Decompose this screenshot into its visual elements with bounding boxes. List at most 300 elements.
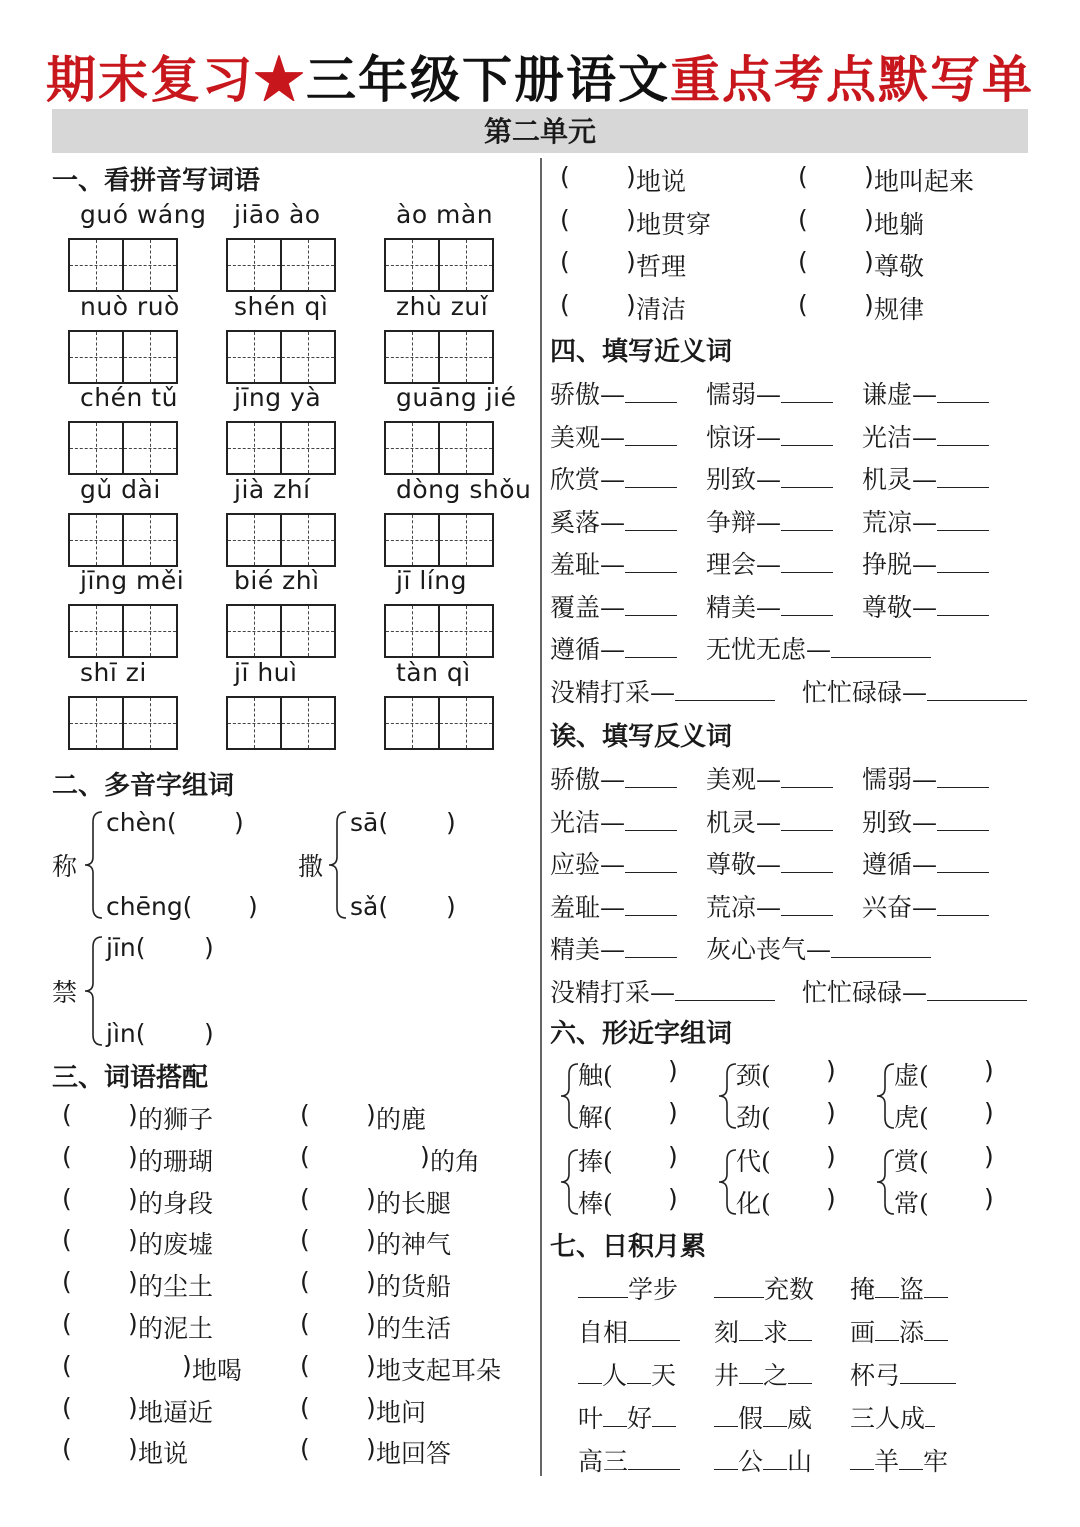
- pinyin-label: jīng yà: [234, 383, 322, 412]
- idiom-fragment: 假: [738, 1404, 764, 1433]
- answer-paren[interactable]: ): [626, 162, 636, 191]
- answer-paren[interactable]: ): [128, 1267, 138, 1297]
- answer-paren[interactable]: ): [366, 1392, 376, 1422]
- word-with-blank[interactable]: [550, 803, 677, 839]
- answer-blank[interactable]: [625, 911, 677, 916]
- answer-paren[interactable]: (: [300, 1225, 310, 1255]
- answer-paren[interactable]: (: [300, 1434, 310, 1464]
- word-with-blank[interactable]: [706, 545, 833, 581]
- answer-blank[interactable]: [628, 1465, 680, 1470]
- grid-cell[interactable]: [228, 606, 280, 656]
- answer-paren[interactable]: ): [626, 289, 636, 319]
- close-paren: ): [826, 1056, 836, 1085]
- answer-paren[interactable]: ): [128, 1225, 138, 1255]
- answer-blank[interactable]: [937, 868, 989, 873]
- answer-blank[interactable]: [937, 611, 989, 616]
- collocation-word: 地喝: [192, 1355, 243, 1385]
- answer-paren[interactable]: (: [560, 204, 570, 234]
- word-with-blank[interactable]: [550, 845, 677, 881]
- answer-blank[interactable]: [578, 1379, 602, 1384]
- grid-cell[interactable]: [438, 332, 492, 382]
- answer-blank[interactable]: [937, 783, 989, 788]
- writing-grid[interactable]: [384, 696, 494, 750]
- answer-blank[interactable]: [924, 1336, 948, 1341]
- word-with-blank[interactable]: [550, 760, 677, 796]
- answer-blank[interactable]: [603, 1422, 627, 1427]
- prompt-word: 争辩—: [706, 507, 782, 537]
- prompt-word: 忙忙碌碌—: [802, 977, 928, 1007]
- word-with-blank[interactable]: [862, 760, 989, 796]
- word-with-blank[interactable]: [862, 588, 989, 624]
- writing-grid[interactable]: [226, 696, 336, 750]
- collocation-word: 地支起耳朵: [376, 1355, 502, 1385]
- idiom-item[interactable]: [714, 1442, 812, 1478]
- idiom-item[interactable]: [850, 1399, 935, 1435]
- idiom-fragment: 盗: [899, 1275, 925, 1304]
- idiom-item[interactable]: [714, 1313, 812, 1349]
- word-with-blank[interactable]: [862, 375, 989, 411]
- word-with-blank[interactable]: [706, 460, 833, 496]
- prompt-word: 精美—: [706, 592, 782, 622]
- answer-blank[interactable]: [763, 1422, 787, 1427]
- grid-cell[interactable]: [438, 606, 492, 656]
- grid-cell[interactable]: [70, 606, 122, 656]
- answer-blank[interactable]: [781, 783, 833, 788]
- grid-cell[interactable]: [228, 515, 280, 565]
- idiom-fragment: 牢: [923, 1447, 949, 1476]
- similar-char: 解(: [578, 1103, 613, 1132]
- answer-paren[interactable]: ): [366, 1225, 376, 1255]
- word-with-blank[interactable]: [802, 673, 1027, 709]
- grid-cell[interactable]: [438, 423, 492, 473]
- pinyin-label: gǔ dài: [80, 474, 161, 504]
- answer-paren[interactable]: (: [300, 1309, 310, 1338]
- writing-grid[interactable]: [384, 421, 494, 475]
- answer-blank[interactable]: [625, 611, 677, 616]
- word-with-blank[interactable]: [706, 930, 931, 966]
- answer-paren[interactable]: ): [864, 162, 874, 191]
- answer-paren[interactable]: (: [62, 1183, 72, 1213]
- answer-blank[interactable]: [625, 653, 677, 658]
- writing-grid[interactable]: [68, 330, 178, 384]
- idiom-item[interactable]: [850, 1270, 948, 1306]
- prompt-word: 欣赏—: [550, 465, 626, 494]
- word-with-blank[interactable]: [862, 460, 989, 496]
- answer-paren[interactable]: ): [128, 1392, 138, 1422]
- prompt-word: 骄傲—: [550, 380, 626, 409]
- answer-paren[interactable]: ): [366, 1434, 376, 1464]
- grid-cell[interactable]: [280, 240, 334, 290]
- answer-paren[interactable]: ): [128, 1141, 138, 1171]
- word-with-blank[interactable]: [550, 460, 677, 496]
- answer-blank[interactable]: [578, 1293, 628, 1298]
- idiom-item[interactable]: [850, 1356, 956, 1392]
- pinyin-label: jià zhí: [234, 474, 311, 504]
- answer-blank[interactable]: [625, 568, 677, 573]
- idiom-item[interactable]: [714, 1270, 814, 1306]
- answer-blank[interactable]: [714, 1422, 738, 1427]
- answer-paren[interactable]: ): [128, 1434, 138, 1464]
- pinyin-label: tàn qì: [396, 657, 471, 687]
- polyphone-char: 称: [52, 852, 78, 881]
- answer-blank[interactable]: [625, 953, 677, 958]
- grid-cell[interactable]: [280, 332, 334, 382]
- writing-grid[interactable]: [384, 513, 494, 567]
- answer-paren[interactable]: ): [128, 1309, 138, 1338]
- answer-paren[interactable]: (: [560, 247, 570, 276]
- answer-blank[interactable]: [625, 783, 677, 788]
- word-with-blank[interactable]: [862, 888, 989, 924]
- answer-blank[interactable]: [714, 1293, 764, 1298]
- answer-paren[interactable]: ): [626, 204, 636, 234]
- answer-blank[interactable]: [625, 398, 677, 403]
- answer-blank[interactable]: [925, 1422, 935, 1427]
- word-with-blank[interactable]: [706, 630, 931, 666]
- grid-cell[interactable]: [122, 515, 176, 565]
- grid-cell[interactable]: [228, 698, 280, 748]
- collocation-word: 的货船: [376, 1272, 452, 1302]
- grid-cell[interactable]: [280, 423, 334, 473]
- grid-cell[interactable]: [70, 423, 122, 473]
- grid-cell[interactable]: [438, 698, 492, 748]
- unit-heading: 第二单元: [52, 109, 1028, 153]
- answer-paren[interactable]: (: [62, 1350, 72, 1380]
- word-with-blank[interactable]: [706, 845, 833, 881]
- word-with-blank[interactable]: [550, 888, 677, 924]
- grid-cell[interactable]: [228, 423, 280, 473]
- writing-grid[interactable]: [68, 238, 178, 292]
- prompt-word: 兴奋—: [862, 892, 938, 922]
- answer-blank[interactable]: [831, 653, 931, 658]
- column-divider: [540, 158, 542, 1476]
- similar-char: 虚(: [894, 1061, 929, 1090]
- answer-paren[interactable]: ): [366, 1183, 376, 1213]
- prompt-word: 精美—: [550, 935, 626, 964]
- similar-char: 虎(: [894, 1103, 929, 1132]
- word-with-blank[interactable]: [706, 760, 833, 796]
- answer-blank[interactable]: [788, 1336, 812, 1341]
- prompt-word: 懦弱—: [862, 765, 938, 794]
- grid-cell[interactable]: [70, 240, 122, 290]
- answer-paren[interactable]: (: [300, 1141, 310, 1171]
- answer-blank[interactable]: [675, 696, 775, 701]
- answer-paren[interactable]: (: [798, 204, 808, 234]
- answer-blank[interactable]: [924, 1293, 948, 1298]
- word-with-blank[interactable]: [550, 545, 677, 581]
- grid-cell[interactable]: [70, 698, 122, 748]
- collocation-word: 的神气: [376, 1230, 452, 1260]
- answer-blank[interactable]: [625, 441, 677, 446]
- close-paren: ): [204, 1019, 214, 1048]
- answer-paren[interactable]: (: [62, 1309, 72, 1338]
- writing-grid[interactable]: [226, 604, 336, 658]
- idiom-fragment: 三人成: [850, 1404, 926, 1433]
- idiom-fragment: 威: [787, 1404, 813, 1433]
- idiom-item[interactable]: [714, 1356, 812, 1392]
- answer-paren[interactable]: (: [62, 1100, 72, 1129]
- answer-blank[interactable]: [781, 911, 833, 916]
- idiom-item[interactable]: [578, 1442, 680, 1478]
- polyphone-char: 撒: [298, 852, 324, 881]
- collocation-word: 的长腿: [376, 1188, 452, 1218]
- answer-paren[interactable]: (: [798, 247, 808, 276]
- writing-grid[interactable]: [68, 421, 178, 475]
- brace-icon: [558, 1148, 580, 1216]
- prompt-word: 光洁—: [862, 422, 938, 452]
- word-with-blank[interactable]: [550, 930, 677, 966]
- grid-cell[interactable]: [122, 423, 176, 473]
- answer-paren[interactable]: (: [62, 1141, 72, 1171]
- answer-blank[interactable]: [850, 1465, 874, 1470]
- close-paren: ): [984, 1056, 994, 1085]
- answer-paren[interactable]: ): [626, 247, 636, 276]
- answer-paren[interactable]: (: [300, 1350, 310, 1380]
- collocation-word: 的生活: [376, 1314, 452, 1343]
- answer-blank[interactable]: [875, 1336, 899, 1341]
- answer-paren[interactable]: (: [560, 162, 570, 191]
- answer-blank[interactable]: [763, 1465, 787, 1470]
- answer-blank[interactable]: [625, 526, 677, 531]
- answer-paren[interactable]: ): [864, 204, 874, 234]
- grid-cell[interactable]: [228, 240, 280, 290]
- word-with-blank[interactable]: [706, 888, 833, 924]
- prompt-word: 骄傲—: [550, 765, 626, 794]
- answer-blank[interactable]: [937, 526, 989, 531]
- answer-blank[interactable]: [781, 441, 833, 446]
- grid-cell[interactable]: [386, 698, 438, 748]
- word-with-blank[interactable]: [862, 845, 989, 881]
- prompt-word: 挣脱—: [862, 550, 938, 579]
- answer-blank[interactable]: [628, 1336, 680, 1341]
- idiom-item[interactable]: [850, 1442, 948, 1478]
- word-with-blank[interactable]: [550, 375, 677, 411]
- answer-paren[interactable]: ): [366, 1100, 376, 1129]
- word-with-blank[interactable]: [706, 803, 833, 839]
- prompt-word: 惊讶—: [706, 422, 782, 452]
- grid-cell[interactable]: [280, 698, 334, 748]
- grid-cell[interactable]: [386, 332, 438, 382]
- similar-char: 劲(: [736, 1103, 771, 1132]
- idiom-item[interactable]: [578, 1399, 676, 1435]
- collocation-word: 的泥土: [138, 1314, 214, 1343]
- word-with-blank[interactable]: [550, 588, 677, 624]
- answer-blank[interactable]: [937, 911, 989, 916]
- collocation-word: 的珊瑚: [138, 1146, 214, 1176]
- grid-cell[interactable]: [122, 606, 176, 656]
- similar-char: 常(: [894, 1189, 929, 1218]
- prompt-word: 羞耻—: [550, 892, 626, 922]
- grid-cell[interactable]: [228, 332, 280, 382]
- answer-blank[interactable]: [714, 1465, 738, 1470]
- idiom-item[interactable]: [850, 1313, 948, 1349]
- prompt-word: 应验—: [550, 850, 626, 879]
- answer-blank[interactable]: [937, 441, 989, 446]
- grid-cell[interactable]: [122, 698, 176, 748]
- answer-paren[interactable]: ): [366, 1350, 376, 1380]
- answer-blank[interactable]: [927, 996, 1027, 1001]
- grid-cell[interactable]: [70, 332, 122, 382]
- pinyin-label: jīng měi: [80, 566, 185, 595]
- collocation-word: 的鹿: [376, 1105, 427, 1134]
- prompt-word: 机灵—: [862, 465, 938, 494]
- word-with-blank[interactable]: [550, 673, 775, 709]
- answer-paren[interactable]: (: [300, 1267, 310, 1297]
- answer-paren[interactable]: (: [62, 1392, 72, 1422]
- answer-paren[interactable]: ): [182, 1350, 192, 1380]
- prompt-word: 谦虚—: [862, 380, 938, 409]
- prompt-word: 尊敬—: [706, 850, 782, 879]
- word-with-blank[interactable]: [862, 503, 989, 539]
- writing-grid[interactable]: [68, 604, 178, 658]
- answer-paren[interactable]: ): [128, 1100, 138, 1129]
- answer-blank[interactable]: [899, 1465, 923, 1470]
- collocation-word: 的尘土: [138, 1272, 214, 1302]
- word-with-blank[interactable]: [706, 375, 833, 411]
- answer-blank[interactable]: [739, 1379, 763, 1384]
- answer-paren[interactable]: (: [300, 1183, 310, 1213]
- close-paren: ): [984, 1184, 994, 1213]
- writing-grid[interactable]: [384, 604, 494, 658]
- idiom-fragment: 杯弓: [850, 1361, 901, 1390]
- answer-paren[interactable]: ): [420, 1141, 430, 1171]
- brace-icon: [716, 1062, 738, 1130]
- grid-cell[interactable]: [280, 515, 334, 565]
- word-with-blank[interactable]: [550, 630, 677, 666]
- answer-paren[interactable]: (: [560, 289, 570, 319]
- grid-cell[interactable]: [438, 515, 492, 565]
- idiom-item[interactable]: [578, 1313, 680, 1349]
- answer-blank[interactable]: [831, 953, 931, 958]
- grid-cell[interactable]: [70, 515, 122, 565]
- collocation-word: 地问: [376, 1397, 427, 1427]
- grid-cell[interactable]: [122, 240, 176, 290]
- brace-icon: [716, 1148, 738, 1216]
- answer-blank[interactable]: [937, 483, 989, 488]
- answer-blank[interactable]: [875, 1293, 899, 1298]
- word-with-blank[interactable]: [706, 418, 833, 454]
- idiom-fragment: 人: [602, 1361, 628, 1390]
- answer-blank[interactable]: [781, 826, 833, 831]
- answer-blank[interactable]: [781, 398, 833, 403]
- prompt-word: 奚落—: [550, 507, 626, 537]
- answer-paren[interactable]: (: [62, 1434, 72, 1464]
- answer-paren[interactable]: ): [864, 247, 874, 276]
- answer-blank[interactable]: [781, 483, 833, 488]
- answer-paren[interactable]: ): [366, 1267, 376, 1297]
- answer-blank[interactable]: [781, 868, 833, 873]
- word-with-blank[interactable]: [802, 973, 1027, 1009]
- word-with-blank[interactable]: [550, 418, 677, 454]
- grid-cell[interactable]: [438, 240, 492, 290]
- answer-paren[interactable]: (: [300, 1392, 310, 1422]
- answer-blank[interactable]: [900, 1379, 956, 1384]
- answer-blank[interactable]: [937, 398, 989, 403]
- writing-grid[interactable]: [384, 330, 494, 384]
- answer-paren[interactable]: ): [864, 289, 874, 319]
- grid-cell[interactable]: [386, 423, 438, 473]
- word-with-blank[interactable]: [706, 503, 833, 539]
- answer-paren[interactable]: (: [300, 1100, 310, 1129]
- answer-blank[interactable]: [781, 568, 833, 573]
- answer-paren[interactable]: (: [798, 162, 808, 191]
- answer-paren[interactable]: (: [62, 1267, 72, 1297]
- pinyin-label: zhù zuǐ: [396, 291, 489, 321]
- idiom-item[interactable]: [578, 1270, 678, 1306]
- close-paren: ): [248, 892, 258, 921]
- writing-grid[interactable]: [68, 513, 178, 567]
- answer-blank[interactable]: [927, 696, 1027, 701]
- idiom-fragment: 刻: [714, 1318, 740, 1347]
- answer-paren[interactable]: ): [366, 1309, 376, 1338]
- answer-blank[interactable]: [781, 611, 833, 616]
- writing-grid[interactable]: [68, 696, 178, 750]
- answer-blank[interactable]: [627, 1379, 651, 1384]
- star-icon: ★: [254, 50, 306, 109]
- answer-paren[interactable]: (: [798, 289, 808, 319]
- word-with-blank[interactable]: [862, 545, 989, 581]
- writing-grid[interactable]: [226, 330, 336, 384]
- pinyin-label: nuò ruò: [80, 291, 180, 321]
- grid-cell[interactable]: [386, 515, 438, 565]
- word-with-blank[interactable]: [862, 803, 989, 839]
- grid-cell[interactable]: [122, 332, 176, 382]
- writing-grid[interactable]: [384, 238, 494, 292]
- polyphone-reading: sǎ(: [350, 892, 389, 921]
- collocation-word: 哲理: [636, 252, 687, 281]
- pinyin-label: shén qì: [234, 291, 329, 321]
- answer-blank[interactable]: [937, 826, 989, 831]
- writing-grid[interactable]: [226, 513, 336, 567]
- title-part1: 期末复习: [46, 50, 254, 109]
- similar-char: 颈(: [736, 1061, 771, 1090]
- close-paren: ): [984, 1098, 994, 1127]
- collocation-word: 地贯穿: [636, 209, 712, 239]
- word-with-blank[interactable]: [862, 418, 989, 454]
- word-with-blank[interactable]: [706, 588, 833, 624]
- answer-blank[interactable]: [788, 1379, 812, 1384]
- similar-char: 棒(: [578, 1189, 613, 1218]
- grid-cell[interactable]: [386, 240, 438, 290]
- answer-paren[interactable]: (: [62, 1225, 72, 1255]
- writing-grid[interactable]: [226, 421, 336, 475]
- answer-blank[interactable]: [739, 1336, 763, 1341]
- answer-blank[interactable]: [652, 1422, 676, 1427]
- idiom-item[interactable]: [714, 1399, 812, 1435]
- prompt-word: 遵循—: [550, 635, 626, 664]
- prompt-word: 理会—: [706, 550, 782, 579]
- idiom-item[interactable]: [578, 1356, 676, 1392]
- answer-blank[interactable]: [625, 868, 677, 873]
- writing-grid[interactable]: [226, 238, 336, 292]
- answer-blank[interactable]: [937, 568, 989, 573]
- idiom-fragment: 掩: [850, 1275, 876, 1304]
- page-title: [0, 40, 1080, 112]
- answer-blank[interactable]: [625, 483, 677, 488]
- pinyin-label: guāng jié: [396, 383, 517, 412]
- answer-blank[interactable]: [675, 996, 775, 1001]
- answer-blank[interactable]: [625, 826, 677, 831]
- word-with-blank[interactable]: [550, 503, 677, 539]
- collocation-word: 的废墟: [138, 1230, 214, 1260]
- answer-blank[interactable]: [781, 526, 833, 531]
- idiom-fragment: 天: [651, 1361, 677, 1390]
- word-with-blank[interactable]: [550, 973, 775, 1009]
- idiom-fragment: 添: [899, 1318, 925, 1347]
- idiom-fragment: 井: [714, 1361, 740, 1390]
- answer-paren[interactable]: ): [128, 1183, 138, 1213]
- grid-cell[interactable]: [280, 606, 334, 656]
- grid-cell[interactable]: [386, 606, 438, 656]
